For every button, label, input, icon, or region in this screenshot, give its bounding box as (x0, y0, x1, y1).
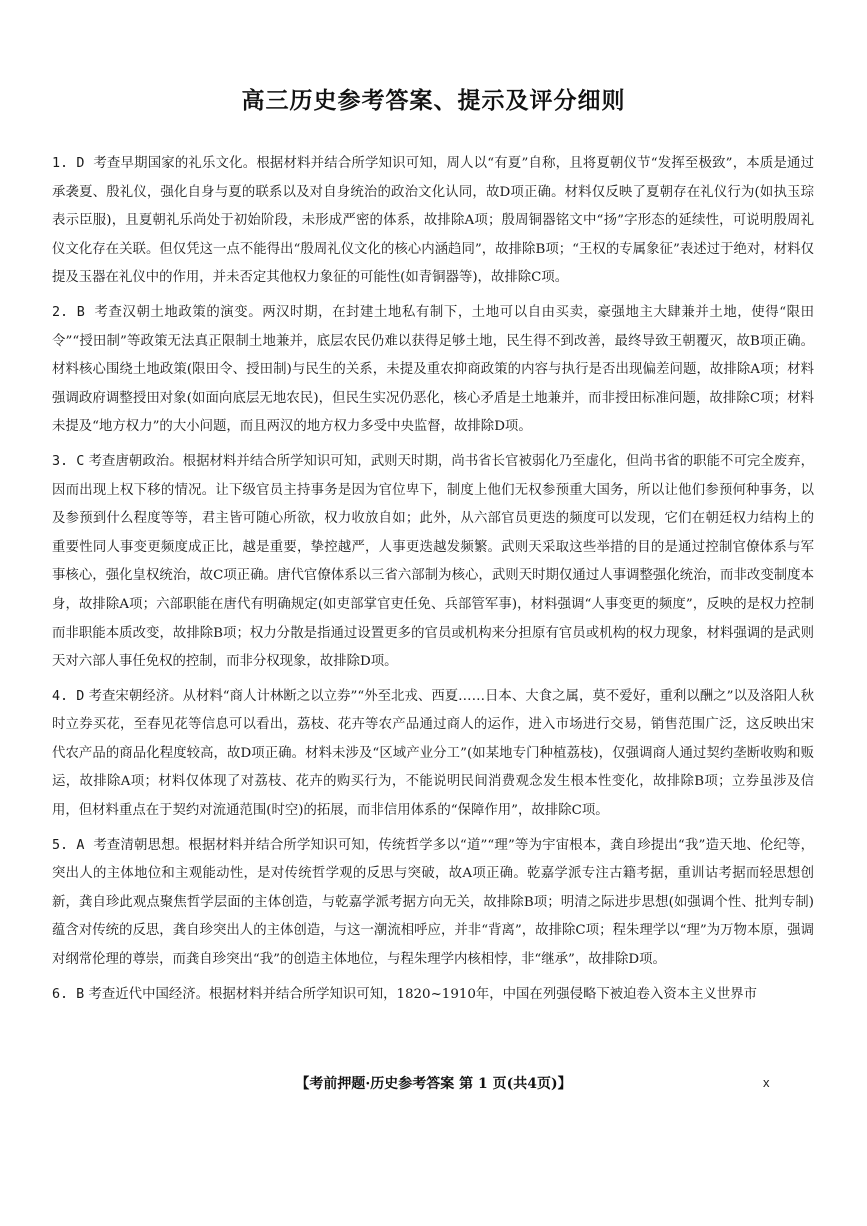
answer-text: 考查宋朝经济。从材料“商人计林断之以立券”“外至北戎、西夏……日本、大食之属，莫不爱好，重利以酬之”以及洛阳人秋时立券买花，至春见花等信息可以看出，荔枝、花卉等农产品通过商人的运作，进入市场进行交易，销售范围广泛，这反映出宋代农产品的商品化程度较高，故D项正确。材料未涉及“区域产业分工”(如某地专门种植荔枝)，仅强调商人通过契约垄断收购和贩运，故排除A项；材料仅体现了对荔枝、花卉的购买行为，不能说明民间消费观念发生根本性变化，故排除B项；立券虽涉及信用，但材料重点在于契约对流通范围(时空)的拓展，而非信用体系的“保障作用”，故排除C项。 (52, 688, 814, 819)
corner-mark: x (763, 1075, 770, 1090)
answer-number: 2. B (52, 304, 85, 320)
answer-text: 考查近代中国经济。根据材料并结合所学知识可知，1820~1910年，中国在列强侵略下被迫卷入资本主义世界市 (88, 986, 758, 1002)
answer-number: 3. C (52, 453, 85, 469)
answer-item-6 (52, 981, 814, 1010)
answer-list (52, 150, 814, 1015)
answer-number: 4. D (52, 688, 85, 704)
answer-item-5 (52, 832, 814, 975)
answer-item-1 (52, 150, 814, 293)
answer-text: 考查唐朝政治。根据材料并结合所学知识可知，武则天时期，尚书省长官被弱化乃至虚化，但尚书省的职能不可完全废弃，因而出现上权下移的情况。让下级官员主持事务是因为官位卑下，制度上他们无权参预重大国务，所以让他们参预何种事务，以及参预到什么程度等等，君主皆可随心所欲，权力收放自如；此外，从六部官员更迭的频度可以发现，它们在朝廷权力结构上的重要性同人事变更频度成正比，越是重要，挚控越严，人事更迭越发频繁。武则天采取这些举措的目的是通过控制官僚体系与军事核心，强化皇权统治，故C项正确。唐代官僚体系以三省六部制为核心，武则天时期仅通过人事调整强化统治，而非改变制度本身，故排除A项；六部职能在唐代有明确规定(如吏部掌官吏任免、兵部管军事)，材料强调“人事变更的频度”，反映的是权力控制而非职能本质改变，故排除B项；权力分散是指通过设置更多的官员或机构来分担原有官员或机构的权力现象，材料强调的是武则天对六部人事任免权的控制，而非分权现象，故排除D项。 (52, 453, 815, 670)
page-title: 高三历史参考答案、提示及评分细则 (241, 88, 626, 114)
answer-text: 考查汉朝土地政策的演变。两汉时期，在封建土地私有制下，土地可以自由买卖，豪强地主大肆兼并土地，使得“限田令”“授田制”等政策无法真正限制土地兼并，底层农民仍难以获得足够土地，民生得不到改善，最终导致王朝覆灭，故B项正确。材料核心围绕土地政策(限田令、授田制)与民生的关系，未提及重农抑商政策的内容与执行是否出现偏差问题，故排除A项；材料强调政府调整授田对象(如面向底层无地农民)，但民生实况仍恶化，核心矛盾是土地兼并，而非授田标准问题，故排除C项；材料未提及“地方权力”的大小问题，而且两汉的地方权力多受中央监督，故排除D项。 (52, 304, 815, 435)
answer-item-3 (52, 448, 814, 677)
answer-text: 考查清朝思想。根据材料并结合所学知识可知，传统哲学多以“道”“理”等为宇宙根本，龚自珍提出“我”造天地、伦纪等，突出人的主体地位和主观能动性，是对传统哲学观的反思与突破，故A项正确。乾嘉学派专注古籍考据，重训诂考据而轻思想创新，龚自珍此观点聚焦哲学层面的主体创造，与乾嘉学派考据方向无关，故排除B项；明清之际进步思想(如强调个性、批判专制)蕴含对传统的反思，龚自珍突出人的主体创造，与这一潮流相呼应，并非“背离”，故排除C项；程朱理学以“理”为万物本原，强调对纲常伦理的尊崇，而龚自珍突出“我”的创造主体地位，与程朱理学内核相悖，非“继承”，故排除D项。 (52, 837, 814, 968)
answer-number: 6. B (52, 986, 85, 1002)
page-footer: 【考前押题·历史参考答案 第 1 页(共4页)】 (295, 1076, 572, 1092)
answer-text: 考查早期国家的礼乐文化。根据材料并结合所学知识可知，周人以“有夏”自称，且将夏朝仪节“发挥至极致”，本质是通过承袭夏、殷礼仪，强化自身与夏的联系以及对自身统治的政治文化认同，故D项正确。材料仅反映了夏朝存在礼仪行为(如执玉琮表示臣服)，且夏朝礼乐尚处于初始阶段，未形成严密的体系，故排除A项；殷周铜器铭文中“扬”字形态的延续性，可说明殷周礼仪文化存在关联。但仅凭这一点不能得出“殷周礼仪文化的核心内涵趋同”，故排除B项；“王权的专属象征”表述过于绝对，材料仅提及玉器在礼仪中的作用，并未否定其他权力象征的可能性(如青铜器等)，故排除C项。 (52, 156, 815, 286)
answer-item-2 (52, 299, 814, 442)
answer-number: 5. A (52, 837, 85, 853)
answer-number: 1. D (52, 156, 85, 171)
answer-item-4 (52, 683, 814, 826)
